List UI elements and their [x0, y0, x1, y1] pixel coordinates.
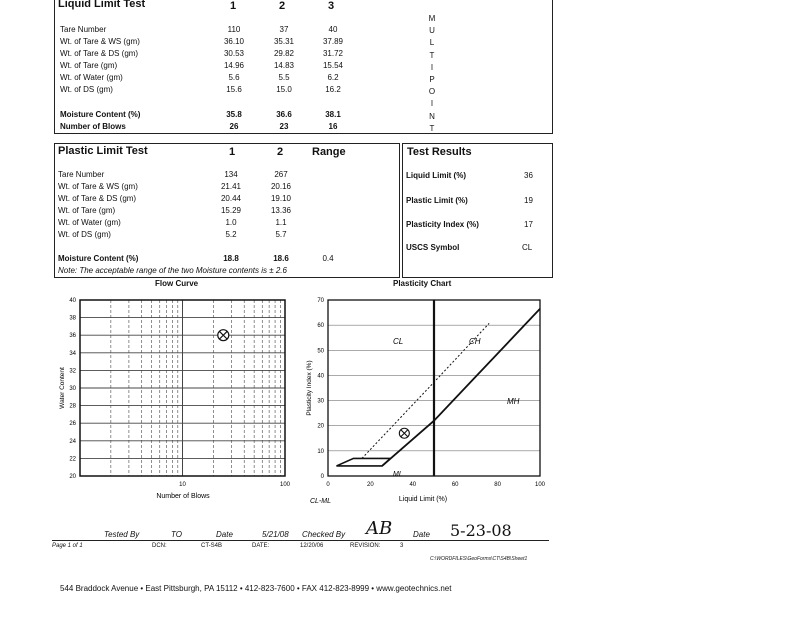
- pl-value: 134: [224, 170, 238, 179]
- ll-row-label: Wt. of Water (gm): [60, 73, 123, 82]
- flow-x-tick-label: 10: [179, 482, 186, 488]
- pc-x-tick-label: 40: [409, 482, 417, 488]
- multipoint-letter: M: [428, 14, 436, 23]
- ll-value: 14.96: [223, 61, 245, 70]
- pl-value: 5.7: [275, 230, 287, 239]
- ll-value: 29.82: [273, 49, 295, 58]
- ll-row-label: Wt. of DS (gm): [60, 85, 113, 94]
- ll-value: 31.72: [322, 49, 344, 58]
- date2-label: Date: [413, 530, 430, 539]
- ll-value: 35.31: [273, 37, 295, 46]
- pc-region-cl: CL: [393, 337, 404, 346]
- company-address: 544 Braddock Avenue • East Pittsburgh, PA 15112 • 412-823-7600 • FAX 412-823-8999 • www.geotechnics.net: [60, 584, 452, 593]
- ll-col-head-3: 3: [328, 0, 335, 12]
- result-value: 19: [524, 196, 533, 205]
- pl-row-label: Wt. of Tare (gm): [58, 206, 116, 215]
- multipoint-letter: N: [429, 111, 435, 121]
- pc-y-ticks: [317, 298, 324, 480]
- flow-curve-title: Flow Curve: [155, 279, 199, 288]
- pc-y-tick-label: 70: [317, 298, 324, 304]
- pc-lines: [336, 300, 540, 476]
- multipoint-letter: U: [429, 26, 435, 36]
- flow-y-tick-label: 22: [69, 456, 76, 463]
- ll-value: 5.5: [278, 73, 290, 82]
- pc-y-tick-label: 10: [317, 448, 324, 455]
- pl-row-label: Wt. of Water (gm): [58, 218, 121, 227]
- pl-row-label: Wt. of DS (gm): [58, 230, 111, 239]
- ll-row-label: Tare Number: [60, 25, 107, 34]
- ll-value: 40: [328, 25, 338, 34]
- flow-y-tick-label: 30: [69, 386, 76, 392]
- ll-col-head-2: 2: [279, 0, 286, 12]
- ll-row-label: Wt. of Tare & DS (gm): [60, 49, 139, 58]
- flow-points: [218, 330, 229, 341]
- result-plastic-limit: [406, 196, 546, 205]
- flow-y-tick-label: 34: [69, 350, 76, 357]
- ll-value: 6.2: [327, 73, 339, 82]
- multipoint-letter: P: [429, 75, 435, 85]
- dcn-label: DCN:: [152, 543, 167, 549]
- pl-row-label: Wt. of Tare & DS (gm): [58, 194, 137, 203]
- checked-by-label: Checked By: [302, 530, 346, 539]
- pl-col-head-2: 2: [277, 146, 284, 158]
- pl-value: 267: [274, 170, 288, 179]
- ll-row-label: Number of Blows: [60, 122, 126, 131]
- flow-y-tick-label: 24: [69, 438, 76, 445]
- pl-value: 20.16: [270, 182, 292, 191]
- ll-value: 36.10: [223, 37, 245, 46]
- ll-value: 37.89: [322, 37, 344, 46]
- pl-note: Note: The acceptable range of the two Moisture contents is ± 2.6: [58, 266, 287, 275]
- ll-value: 23: [279, 122, 289, 131]
- result-label: USCS Symbol: [406, 243, 460, 252]
- result-plasticity-index: [406, 220, 546, 229]
- ll-value: 36.6: [276, 110, 292, 119]
- pl-value: 1.1: [275, 218, 287, 227]
- flow-y-tick-label: 38: [69, 315, 76, 322]
- pc-x-tick-label: 20: [367, 482, 374, 488]
- pl-row-label: Moisture Content (%): [58, 254, 139, 263]
- pc-x-ticks: [326, 482, 545, 488]
- pc-y-tick-label: 0: [320, 474, 324, 480]
- tested-by-label: Tested By: [104, 530, 140, 539]
- pl-row-label: Tare Number: [58, 170, 105, 179]
- result-label: Plasticity Index (%): [406, 220, 479, 229]
- flow-y-tick-label: 32: [69, 368, 76, 375]
- pl-value: 18.6: [273, 254, 289, 263]
- flow-y-ticks: [69, 298, 76, 480]
- pl-value: 5.2: [225, 230, 237, 239]
- date-label: Date: [216, 530, 233, 539]
- pc-x-tick-label: 80: [494, 482, 501, 488]
- result-liquid-limit: [406, 171, 546, 180]
- pl-value: 13.36: [270, 206, 292, 215]
- flow-y-tick-label: 40: [69, 298, 76, 304]
- pc-data-point: [399, 428, 409, 438]
- flow-x-tick-label: 100: [279, 482, 291, 488]
- pc-region-clml: CL-ML: [310, 498, 332, 505]
- pl-value: 1.0: [225, 218, 237, 227]
- pc-region-ch: CH: [469, 337, 481, 346]
- result-uscs-symbol: [406, 243, 546, 252]
- ll-row-label: Moisture Content (%): [60, 110, 141, 119]
- pc-y-tick-label: 60: [317, 323, 324, 330]
- page-number: Page 1 of 1: [52, 543, 83, 549]
- liquid-limit-title: Liquid Limit Test: [58, 0, 146, 10]
- plastic-limit-title: Plastic Limit Test: [58, 145, 148, 157]
- pl-value: 18.8: [223, 254, 239, 263]
- ll-value: 14.83: [273, 61, 295, 70]
- ll-value: 37: [279, 25, 289, 34]
- flow-x-ticks: [179, 482, 291, 488]
- pc-y-tick-label: 30: [317, 398, 324, 405]
- ll-value: 30.53: [223, 49, 245, 58]
- flow-xlabel: Number of Blows: [156, 493, 210, 500]
- multipoint-letter: O: [428, 87, 436, 97]
- pc-y-tick-label: 40: [317, 373, 324, 380]
- ll-value: 26: [229, 122, 239, 131]
- pl-value: 19.10: [270, 194, 292, 203]
- flow-grid: [80, 300, 285, 476]
- pc-ylabel: Plasticity Index (%): [306, 360, 313, 416]
- pl-value: 21.41: [220, 182, 242, 191]
- plasticity-chart-title: Plasticity Chart: [393, 279, 452, 288]
- ll-value: 16: [328, 122, 338, 131]
- flow-y-tick-label: 28: [69, 403, 76, 410]
- ll-value: 15.0: [276, 85, 292, 94]
- pl-value: 20.44: [220, 194, 242, 203]
- pc-points: [399, 428, 409, 438]
- pc-a-line: [382, 309, 540, 466]
- pc-x-tick-label: 100: [534, 482, 546, 488]
- pc-region-mh: MH: [507, 397, 520, 406]
- ll-row-label: Wt. of Tare & WS (gm): [60, 37, 140, 46]
- flow-curve-chart: [40, 292, 300, 502]
- ll-value: 5.6: [228, 73, 240, 82]
- multipoint-letter: I: [430, 99, 434, 109]
- multipoint-letter: T: [429, 50, 435, 60]
- test-results-box: [402, 143, 553, 278]
- ll-value: 35.8: [226, 110, 242, 119]
- flow-ylabel: Water Content: [59, 367, 66, 409]
- flow-y-tick-label: 20: [69, 474, 76, 480]
- date-value: 5/21/08: [262, 530, 289, 539]
- ll-row-label: Wt. of Tare (gm): [60, 61, 118, 70]
- multipoint-letter: L: [429, 38, 435, 48]
- pc-x-tick-label: 60: [451, 482, 459, 488]
- pc-x-tick-label: 0: [326, 482, 330, 488]
- ll-value: 16.2: [325, 85, 341, 94]
- result-value: 17: [524, 220, 533, 229]
- ll-value: 38.1: [325, 110, 341, 119]
- result-label: Liquid Limit (%): [406, 171, 466, 180]
- dcn-value: CT-S4B: [201, 543, 223, 549]
- flow-data-point: [218, 330, 229, 341]
- pl-row-label: Wt. of Tare & WS (gm): [58, 182, 138, 191]
- multipoint-label: [426, 13, 438, 135]
- pl-range-head: Range: [312, 146, 346, 158]
- pc-y-tick-label: 50: [317, 348, 324, 355]
- dated-label: DATE:: [252, 543, 270, 549]
- result-value: CL: [522, 243, 533, 252]
- flow-y-tick-label: 26: [69, 421, 76, 428]
- pc-y-tick-label: 20: [317, 423, 324, 430]
- pc-region-ml: ML: [393, 471, 403, 478]
- flow-y-tick-label: 36: [69, 333, 76, 340]
- dated-value: 12/20/06: [300, 543, 324, 549]
- pl-value: 15.29: [220, 206, 242, 215]
- pc-xlabel: Liquid Limit (%): [398, 496, 448, 503]
- checked-by-signature: AB: [366, 518, 393, 539]
- ll-value: 15.54: [322, 61, 344, 70]
- tested-by-value: TO: [171, 530, 182, 539]
- result-value: 36: [524, 171, 533, 180]
- multipoint-letter: T: [429, 123, 435, 133]
- revision-value: 3: [400, 543, 404, 549]
- ll-value: 15.6: [226, 85, 242, 94]
- footer-rule: [52, 540, 549, 541]
- date2-handwritten: 5-23-08: [450, 521, 512, 540]
- multipoint-letter: I: [430, 62, 434, 72]
- ll-col-head-1: 1: [230, 0, 237, 12]
- file-path: C:\WORDFILES\GeoForms\CT\S4B\Sheet1: [430, 556, 528, 562]
- test-results-title: Test Results: [407, 146, 472, 158]
- revision-label: REVISION:: [350, 543, 381, 549]
- result-label: Plastic Limit (%): [406, 196, 468, 205]
- plasticity-chart: [300, 292, 560, 510]
- ll-value: 110: [227, 25, 241, 34]
- pl-range-value: 0.4: [322, 254, 334, 263]
- pl-col-head-1: 1: [229, 146, 236, 158]
